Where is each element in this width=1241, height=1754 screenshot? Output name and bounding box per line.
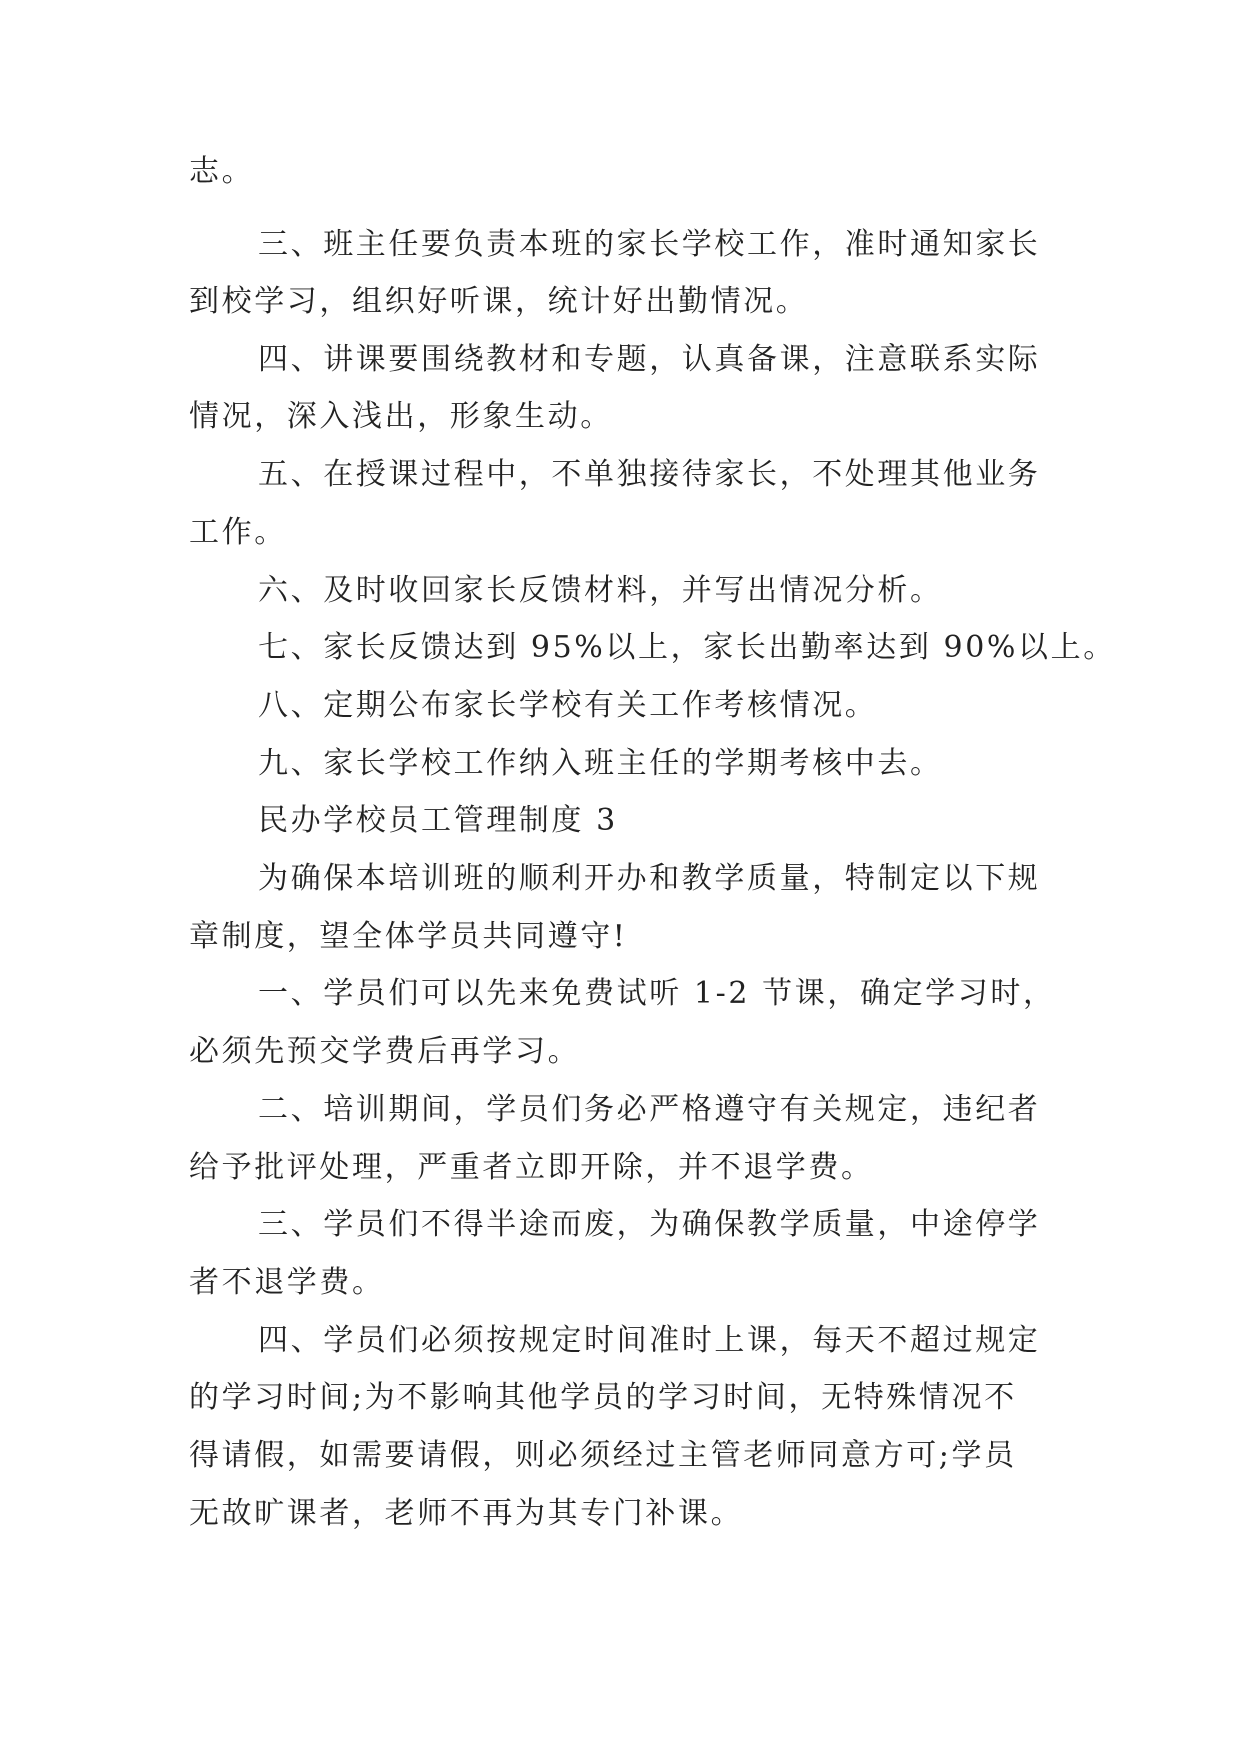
text-line: 志。 — [189, 154, 255, 189]
text-line: 八、定期公布家长学校有关工作考核情况。 — [258, 688, 878, 723]
text-line: 章制度，望全体学员共同遵守! — [189, 919, 628, 954]
text-line: 四、学员们必须按规定时间准时上课，每天不超过规定 — [258, 1323, 1041, 1358]
text-line: 情况，深入浅出，形象生动。 — [189, 399, 613, 434]
text-line: 工作。 — [189, 515, 287, 550]
text-line: 六、及时收回家长反馈材料，并写出情况分析。 — [258, 573, 943, 608]
text-line: 必须先预交学费后再学习。 — [189, 1034, 581, 1069]
text-line: 二、培训期间，学员们务必严格遵守有关规定，违纪者 — [258, 1092, 1041, 1127]
section-heading: 民办学校员工管理制度 3 — [258, 803, 618, 838]
text-line: 无故旷课者，老师不再为其专门补课。 — [189, 1496, 744, 1531]
text-line: 给予批评处理，严重者立即开除，并不退学费。 — [189, 1150, 874, 1185]
text-line: 三、班主任要负责本班的家长学校工作，准时通知家长 — [258, 227, 1041, 262]
text-line: 的学习时间;为不影响其他学员的学习时间，无特殊情况不 — [189, 1380, 1017, 1415]
text-line: 一、学员们可以先来免费试听 1-2 节课，确定学习时， — [258, 976, 1056, 1011]
text-line: 者不退学费。 — [189, 1265, 385, 1300]
text-line: 到校学习，组织好听课，统计好出勤情况。 — [189, 284, 809, 319]
text-line: 九、家长学校工作纳入班主任的学期考核中去。 — [258, 746, 943, 781]
text-line: 三、学员们不得半途而废，为确保教学质量，中途停学 — [258, 1207, 1041, 1242]
text-line: 五、在授课过程中，不单独接待家长，不处理其他业务 — [258, 457, 1041, 492]
text-line: 得请假，如需要请假，则必须经过主管老师同意方可;学员 — [189, 1438, 1017, 1473]
text-line: 七、家长反馈达到 95%以上，家长出勤率达到 90%以上。 — [258, 630, 1116, 665]
text-line: 四、讲课要围绕教材和专题，认真备课，注意联系实际 — [258, 342, 1041, 377]
text-line: 为确保本培训班的顺利开办和教学质量，特制定以下规 — [258, 861, 1041, 896]
